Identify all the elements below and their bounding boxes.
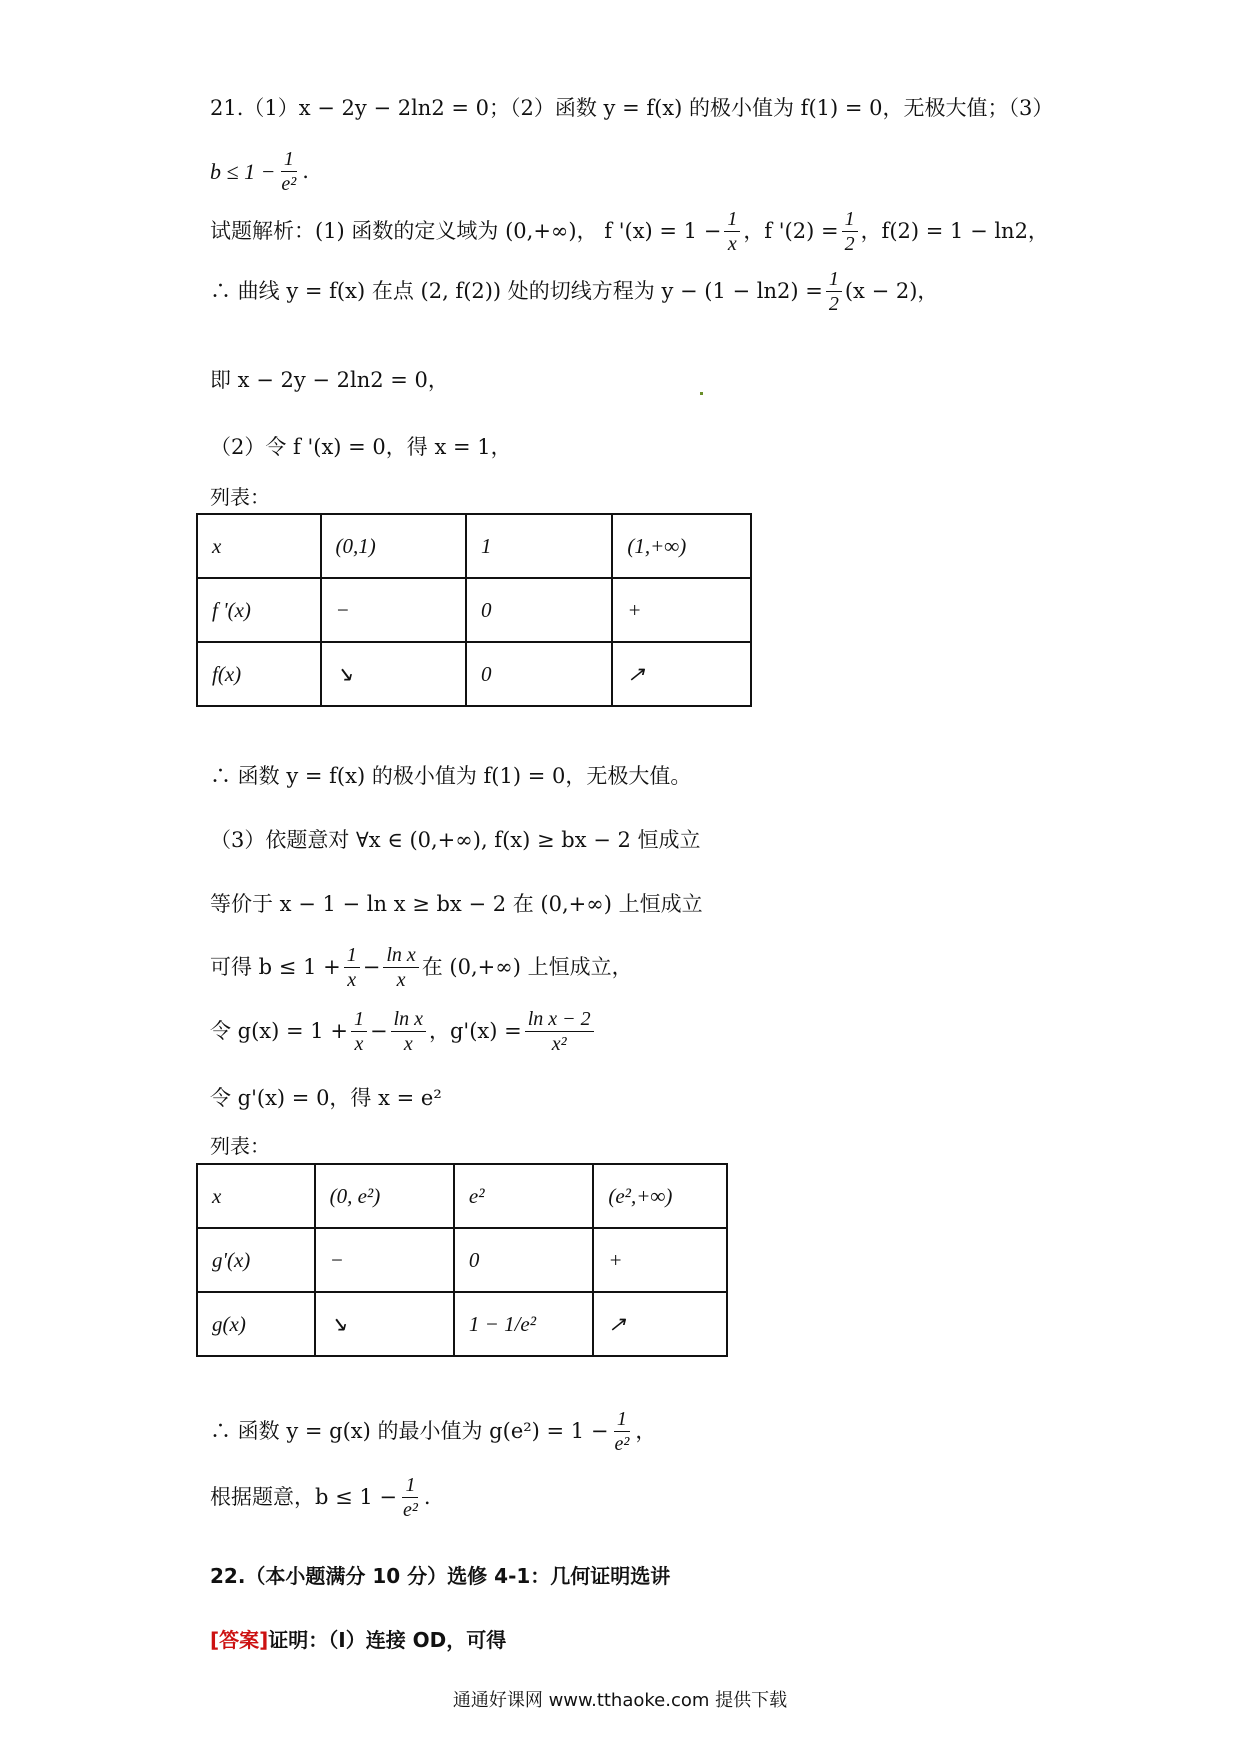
fraction-1-over-2: $\frac{1}{2}$ (826, 268, 842, 315)
answer-text: 证明：（Ⅰ）连接 OD，可得 (268, 1628, 507, 1652)
table-cell: x (197, 514, 321, 578)
q21-answer-line2: b ≤ 1 − $\frac{1}{\text{e²}}$ . (210, 148, 309, 195)
q21-answer-text: 21.（1）x − 2y − 2ln2 = 0；（2）函数 y = f(x) 的极小值为 f(1) = 0，无极大值；（3） (210, 96, 1054, 120)
q22-title: 22.（本小题满分 10 分）选修 4-1：几何证明选讲 (210, 1564, 671, 1588)
monotonicity-table-f (196, 513, 752, 707)
table-row (197, 514, 751, 578)
table-cell: g'(x) (197, 1228, 315, 1292)
table-cell: (0, e²) (315, 1164, 454, 1228)
table-cell: + (612, 578, 751, 642)
table-cell: ↘ (321, 642, 466, 706)
table-cell: ↗ (593, 1292, 727, 1356)
table-cell: f(x) (197, 642, 321, 706)
table-cell: 0 (454, 1228, 593, 1292)
page-footer: 通通好课网 www.tthaoke.com 提供下载 (452, 1690, 788, 1711)
fraction-lnx-minus-2-over-x2: $\frac{\text{ln x − 2}}{\text{x²}}$ (525, 1008, 594, 1055)
q21-ling-g-line: 令 g(x) = 1 + $\frac{1}{x}$ − $\frac{\text{ln x}}{x}$ ，g'(x) = $\frac{\text{ln x − 2}}{\text{x²}}$ (210, 1008, 597, 1055)
fraction-lnx-over-x: $\frac{\text{ln x}}{x}$ (383, 944, 418, 991)
q21-conclusion2: ∴ 函数 y = f(x) 的极小值为 f(1) = 0，无极大值。 (210, 764, 692, 788)
table-cell: (0,1) (321, 514, 466, 578)
q21-ling-gp: 令 g'(x) = 0，得 x = e² (210, 1086, 442, 1110)
table-cell: 1 (466, 514, 612, 578)
q21-genju: 根据题意，b ≤ 1 − $\frac{1}{\text{e²}}$ . (210, 1474, 431, 1521)
answer-tag: [答案] (210, 1628, 269, 1652)
table-cell: 0 (466, 578, 612, 642)
monotonicity-table-g (196, 1163, 728, 1357)
fraction-1-over-e2: $\frac{1}{\text{e²}}$ (614, 1408, 630, 1455)
list-label-2: 列表： (210, 1134, 270, 1158)
fraction-1-over-e2: $\frac{1}{\text{e²}}$ (281, 148, 297, 195)
fraction-1-over-x: $\frac{1}{x}$ (351, 1008, 367, 1055)
table-cell: (e²,+∞) (593, 1164, 727, 1228)
table-cell: ↘ (315, 1292, 454, 1356)
table-cell: + (593, 1228, 727, 1292)
table-cell: 0 (466, 642, 612, 706)
table-row (197, 642, 751, 706)
table-row (197, 1228, 727, 1292)
q21-ji-line: 即 x − 2y − 2ln2 = 0， (210, 368, 449, 392)
table-row (197, 578, 751, 642)
table-cell: − (321, 578, 466, 642)
fraction-1-over-2: $\frac{1}{2}$ (842, 208, 858, 255)
list-label-1: 列表： (210, 485, 270, 509)
q21-equiv: 等价于 x − 1 − ln x ≥ bx − 2 在 (0,+∞) 上恒成立 (210, 892, 703, 916)
q21-answer-line1 (210, 98, 1053, 119)
q22-answer-line (210, 1630, 506, 1650)
q21-analysis-line: 试题解析：(1) 函数的定义域为 (0,+∞)， f '(x) = 1 − $\frac{1}{x}$ ，f '(2) = $\frac{1}{2}$ ，f(2) = 1 − ln2， (210, 208, 1049, 255)
table-cell: f '(x) (197, 578, 321, 642)
table-cell: e² (454, 1164, 593, 1228)
table-cell: ↗ (612, 642, 751, 706)
q21-part2: （2）令 f '(x) = 0，得 x = 1， (210, 435, 512, 459)
table-cell: − (315, 1228, 454, 1292)
fraction-1-over-x: $\frac{1}{x}$ (344, 944, 360, 991)
q21-kede-line: 可得 b ≤ 1 + $\frac{1}{x}$ − $\frac{\text{ln x}}{x}$ 在 (0,+∞) 上恒成立， (210, 944, 633, 991)
table-cell: 1 − 1/e² (454, 1292, 593, 1356)
fraction-lnx-over-x: $\frac{\text{ln x}}{x}$ (391, 1008, 426, 1055)
q21-conclusion3: ∴ 函数 y = g(x) 的最小值为 g(e²) = 1 − $\frac{1}{\text{e²}}$ ， (210, 1408, 657, 1455)
q21-part3: （3）依题意对 ∀x ∈ (0,+∞), f(x) ≥ bx − 2 恒成立 (210, 828, 701, 852)
table-cell: g(x) (197, 1292, 315, 1356)
table-row (197, 1292, 727, 1356)
fraction-1-over-x: $\frac{1}{x}$ (724, 208, 740, 255)
table-cell: x (197, 1164, 315, 1228)
analysis-text-pre: 试题解析：(1) 函数的定义域为 (0,+∞)， f '(x) = 1 − (210, 219, 722, 243)
fraction-1-over-e2: $\frac{1}{\text{e²}}$ (403, 1474, 418, 1521)
q21-tangent-line: ∴ 曲线 y = f(x) 在点 (2, f(2)) 处的切线方程为 y − (1 − ln2) = $\frac{1}{2}$ (x − 2)， (210, 268, 939, 315)
table-cell: (1,+∞) (612, 514, 751, 578)
table-row (197, 1164, 727, 1228)
stray-mark (700, 392, 703, 395)
q21-b-bound: b ≤ 1 − (210, 158, 276, 184)
